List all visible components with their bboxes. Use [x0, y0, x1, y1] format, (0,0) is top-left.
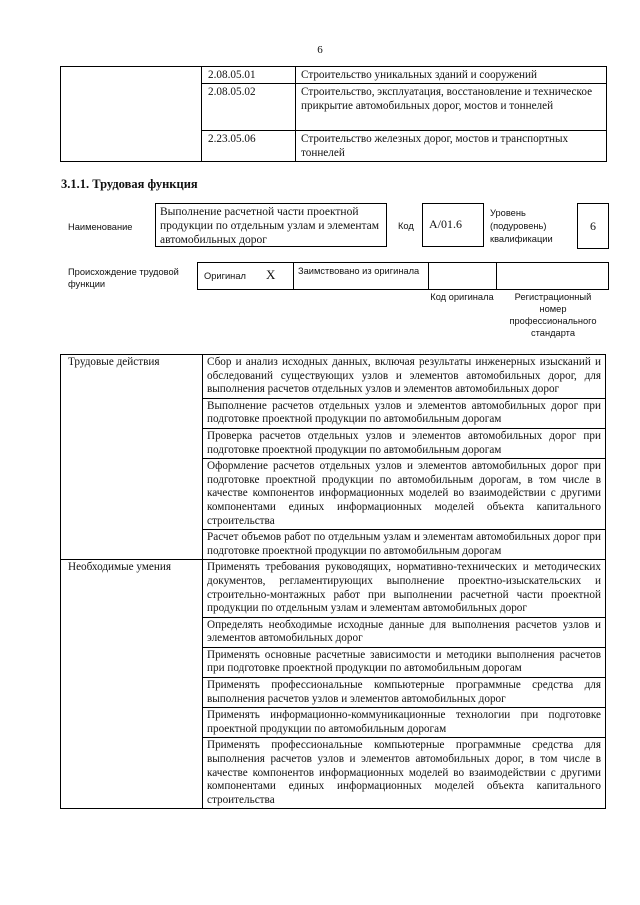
name-label: Наименование: [68, 222, 133, 232]
level-value: 6: [577, 203, 609, 249]
list-item: Применять требования руководящих, нормативно-технических и методических документов, регламентирующих выполнение проектно-изыскательских и строительно-монтажных работ при выполнении расчетной части проектной продукции по отдельным узлам и элементам автомобильных дорог: [203, 560, 606, 617]
borrowed-label: Заимствовано из оригинала: [298, 266, 420, 276]
specialty-code: 2.08.05.01: [202, 67, 296, 84]
specialty-table: [60, 66, 607, 162]
table-row: [61, 67, 607, 84]
specialty-name: Строительство железных дорог, мостов и транспортных тоннелей: [296, 131, 607, 162]
category-labor-actions: Трудовые действия: [61, 355, 203, 560]
table-row: [61, 355, 606, 399]
function-details-table: [60, 354, 606, 809]
list-item: Определять необходимые исходные данные для выполнения расчетов узлов и элементов автомобильных дорог: [203, 617, 606, 647]
category-required-skills: Необходимые умения: [61, 560, 203, 809]
list-item: Применять основные расчетные зависимости и методики выполнения расчетов при подготовке проектной продукции по автомобильным дорогам: [203, 647, 606, 677]
function-code: А/01.6: [422, 203, 484, 247]
page-number: 6: [317, 44, 323, 56]
divider: [428, 262, 429, 289]
divider: [293, 262, 294, 289]
list-item: Расчет объемов работ по отдельным узлам и элементам автомобильных дорог при подготовке проектной продукции по автомобильным дорогам: [203, 530, 606, 560]
registration-number-label: Регистрационный номер профессионального стандарта: [509, 292, 597, 338]
level-label: Уровень (подуровень) квалификации: [490, 208, 553, 244]
function-name: Выполнение расчетной части проектной продукции по отдельным узлам и элементам автомобильных дорог: [155, 203, 387, 247]
specialty-name: Строительство, эксплуатация, восстановление и техническое прикрытие автомобильных дорог, мостов и тоннелей: [296, 84, 607, 131]
list-item: Оформление расчетов отдельных узлов и элементов автомобильных дорог при подготовке проектной продукции по автомобильным дорогам, в том числе в качестве компонентов информационных моделей во взаимодействии с другими компонентами единых информационных моделей объекта капитального строительства: [203, 459, 606, 530]
empty-cell: [61, 67, 202, 162]
original-label: Оригинал: [204, 271, 246, 281]
specialty-code: 2.23.05.06: [202, 131, 296, 162]
divider: [496, 262, 497, 289]
list-item: Проверка расчетов отдельных узлов и элементов автомобильных дорог при подготовке проектной продукции по автомобильным дорогам: [203, 428, 606, 458]
list-item: Применять информационно-коммуникационные технологии при подготовке проектной продукции по автомобильным дорогам: [203, 708, 606, 738]
original-mark: X: [266, 267, 276, 282]
table-row: [61, 560, 606, 617]
origin-label: Происхождение трудовой функции: [68, 267, 179, 289]
specialty-name: Строительство уникальных зданий и сооружений: [296, 67, 607, 84]
section-title: 3.1.1. Трудовая функция: [61, 177, 198, 191]
specialty-code: 2.08.05.02: [202, 84, 296, 131]
list-item: Выполнение расчетов отдельных узлов и элементов автомобильных дорог при подготовке проектной продукции по автомобильным дорогам: [203, 398, 606, 428]
list-item: Применять профессиональные компьютерные программные средства для выполнения расчетов узлов и элементов автомобильных дорог: [203, 678, 606, 708]
list-item: Применять профессиональные компьютерные программные средства для выполнения расчетов узлов и элементов автомобильных дорог, в том числе в качестве компонентов информационных моделей во взаимодействии с другими компонентами единых информационных моделей объекта капитального строительства: [203, 738, 606, 809]
code-label: Код: [398, 221, 414, 231]
original-code-label: Код оригинала: [430, 292, 494, 302]
list-item: Сбор и анализ исходных данных, включая результаты инженерных изысканий и обследований существующих узлов и элементов автомобильных дорог, для выполнения расчетов отдельных узлов и элементов автомобильных дорог: [203, 355, 606, 399]
